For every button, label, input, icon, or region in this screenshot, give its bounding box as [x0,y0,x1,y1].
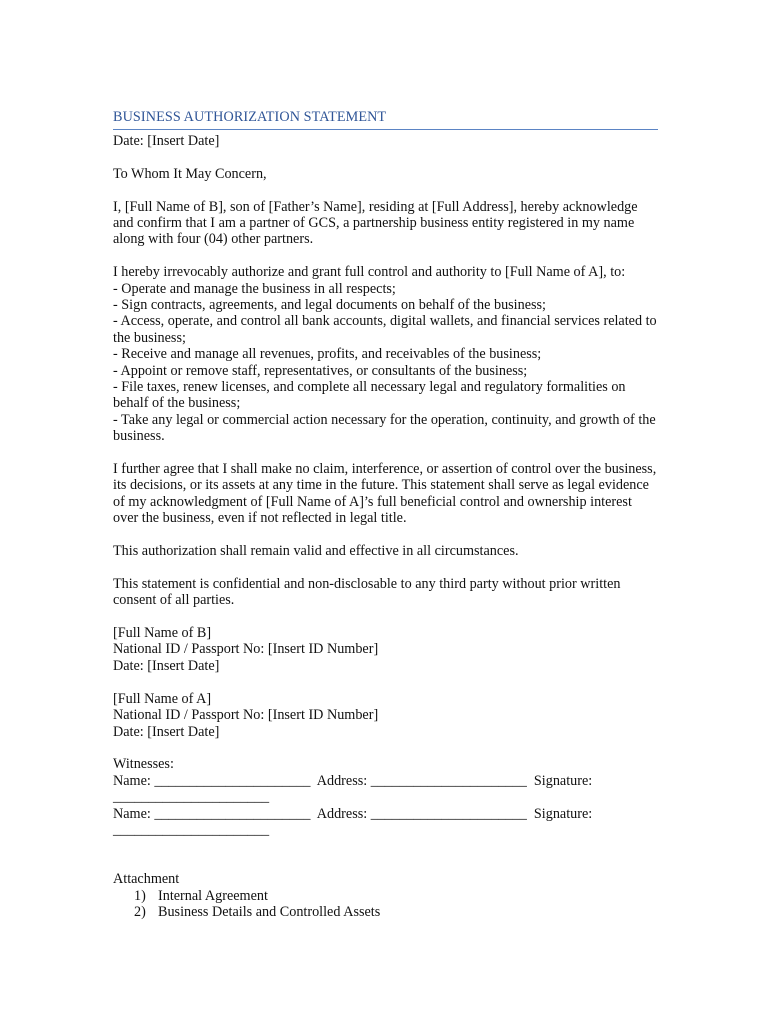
party-a-name: [Full Name of A] [113,690,212,707]
date-line: Date: [Insert Date] [113,133,220,149]
further-agree-paragraph: I further agree that I shall make no claim, interference, or assertion of control over the business, its decisions, or its assets at any time in the future. This statement shall serve as legal evidence of my acknowledgment of [Full Name of A]’s full beneficial control and ownership interest over the business, even if not reflected in legal title. [113,461,657,527]
document-title: BUSINESS AUTHORIZATION STATEMENT [113,109,658,130]
authorize-list [113,281,658,445]
authorize-item: - File taxes, renew licenses, and complete all necessary legal and regulatory formalities on behalf of the business; [113,379,626,412]
authorize-item: - Appoint or remove staff, representatives, or consultants of the business; [113,362,528,379]
party-b-block [113,625,658,674]
witness-signature-label: Signature: [533,805,593,822]
witness-name-field: Name: ______________________ [113,772,311,789]
attachment-number: 2) [134,903,146,920]
witnesses-label: Witnesses: [113,756,174,773]
confidential-paragraph: This statement is confidential and non-disclosable to any third party without prior written consent of all parties. [113,575,621,609]
witness-line [113,806,658,822]
party-a-block [113,691,658,740]
attachment-list [113,888,658,921]
authorize-lead: I hereby irrevocably authorize and grant full control and authority to [Full Name of A], to: [113,264,626,281]
witness-signature-blank: ______________________ [113,821,270,838]
authorize-item: - Take any legal or commercial action necessary for the operation, continuity, and growth of the business. [113,411,656,445]
authorize-item: - Sign contracts, agreements, and legal documents on behalf of the business; [113,297,546,314]
witness-address-field: Address: ______________________ [316,772,527,789]
witness-line [113,773,658,789]
document-body [113,109,658,920]
authorize-item: - Operate and manage the business in all respects; [113,280,396,297]
authorize-item: - Access, operate, and control all bank accounts, digital wallets, and financial services related to the business; [113,313,657,346]
salutation: To Whom It May Concern, [113,165,267,182]
attachment-number: 1) [134,887,146,904]
witness-signature-blank: ______________________ [113,789,270,806]
intro-paragraph: I, [Full Name of B], son of [Father’s Name], residing at [Full Address], hereby acknowledge and confirm that I am a partner of GCS, a partnership business entity registered in my name along with four (04) other partners. [113,198,638,248]
party-a-id: National ID / Passport No: [Insert ID Number] [113,707,379,724]
party-b-id: National ID / Passport No: [Insert ID Number] [113,641,379,658]
attachment-block [113,871,658,920]
party-a-date: Date: [Insert Date] [113,723,220,740]
validity-paragraph: This authorization shall remain valid and effective in all circumstances. [113,543,519,560]
attachment-text: Business Details and Controlled Assets [158,903,381,920]
party-b-name: [Full Name of B] [113,625,212,642]
witness-name-field: Name: ______________________ [113,805,311,822]
witnesses-block [113,756,658,838]
witness-address-field: Address: ______________________ [316,805,527,822]
attachment-item [113,888,658,904]
witness-signature-label: Signature: [533,772,593,789]
attachment-item [113,904,658,920]
party-b-date: Date: [Insert Date] [113,657,220,674]
authorize-item: - Receive and manage all revenues, profits, and receivables of the business; [113,346,542,363]
attachment-label: Attachment [113,871,180,888]
attachment-text: Internal Agreement [158,887,268,904]
